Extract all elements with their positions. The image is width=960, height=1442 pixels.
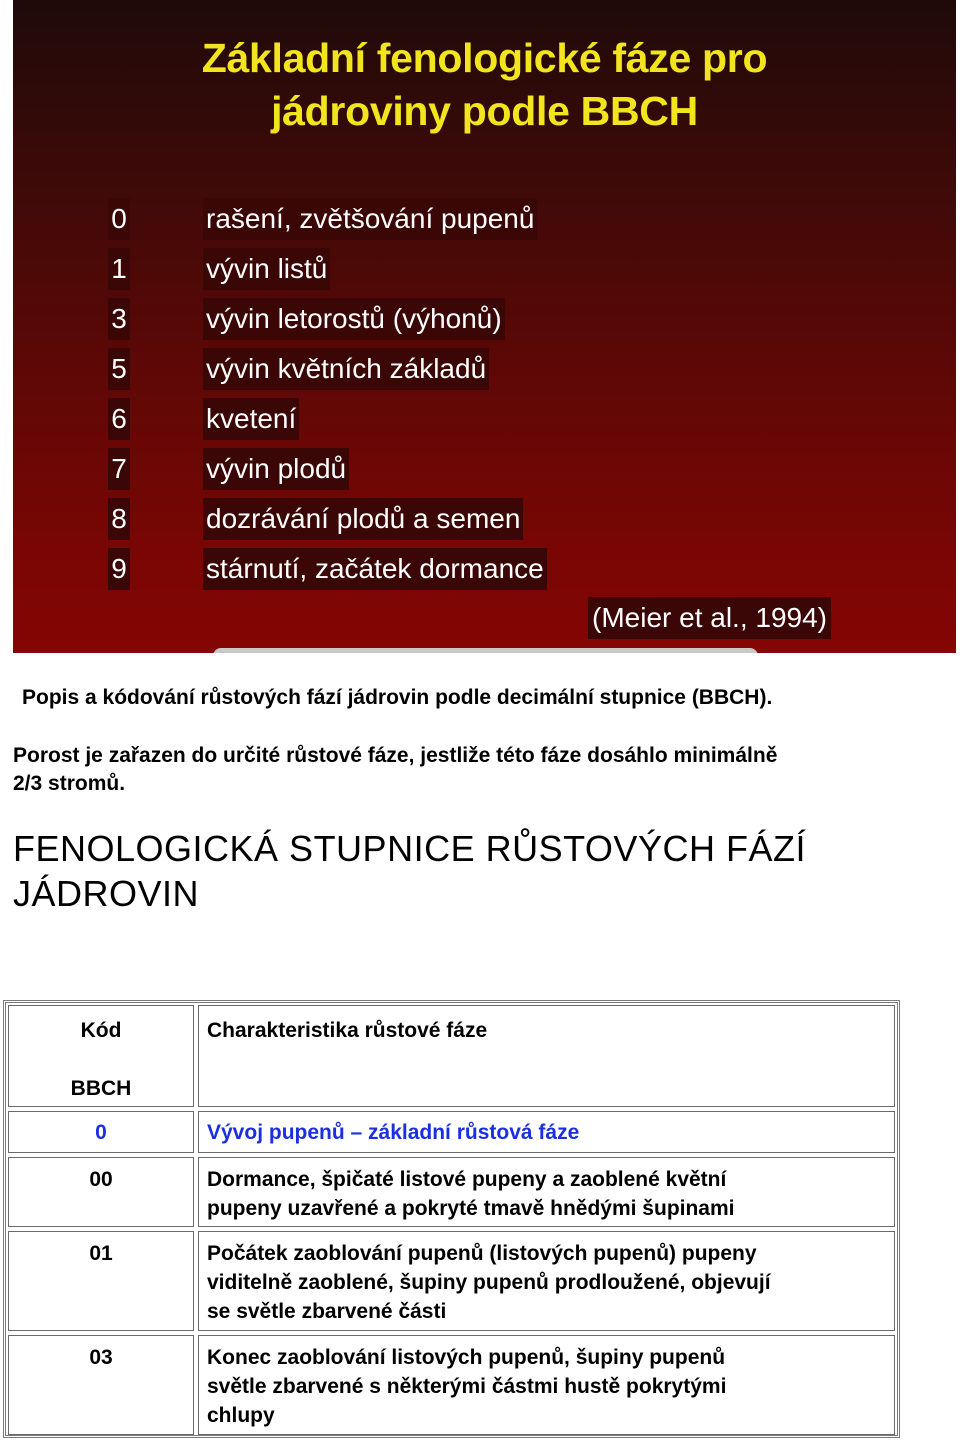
phase-row: [13, 248, 956, 290]
phase-code: 9: [108, 548, 130, 590]
phase-row: [13, 448, 956, 490]
phase-row: [13, 298, 956, 340]
slide-bottom-edge: [213, 648, 758, 653]
phase-code: 8: [108, 498, 130, 540]
phase-label: stárnutí, začátek dormance: [203, 548, 547, 590]
phase-label: vývin listů: [203, 248, 330, 290]
document-heading: [13, 826, 806, 916]
phase-row: [13, 198, 956, 240]
bbch-slide-image: [13, 0, 956, 653]
row-line: viditelně zaoblené, šupiny pupenů prodloužené, objevují: [207, 1271, 771, 1294]
phase-row: [13, 498, 956, 540]
table-row-code: 00: [8, 1157, 194, 1227]
phase-code: 0: [108, 198, 130, 240]
row-line: pupeny uzavřené a pokryté tmavě hnědými šupinami: [207, 1197, 735, 1220]
section-code: 0: [8, 1111, 194, 1153]
bbch-table: [3, 1000, 900, 1438]
phase-code: 7: [108, 448, 130, 490]
slide-citation: (Meier et al., 1994): [588, 597, 831, 639]
intro-line-2: Porost je zařazen do určité růstové fáze, jestliže této fáze dosáhlo minimálně: [13, 744, 778, 767]
header-description-text: Charakteristika růstové fáze: [207, 1019, 488, 1042]
phase-label: vývin květních základů: [203, 348, 489, 390]
table-header-code: [8, 1005, 194, 1107]
document-heading-line1: FENOLOGICKÁ STUPNICE RŮSTOVÝCH FÁZÍ: [13, 828, 806, 869]
slide-title: [13, 32, 956, 138]
table-row-code: 01: [8, 1231, 194, 1331]
row-line: Počátek zaoblování pupenů (listových pupenů) pupeny: [207, 1242, 757, 1265]
table-row-description: [198, 1231, 895, 1331]
phase-code: 5: [108, 348, 130, 390]
phase-row: [13, 548, 956, 590]
intro-line-1: Popis a kódování růstových fází jádrovin podle decimální stupnice (BBCH).: [22, 686, 773, 709]
phase-label: dozrávání plodů a semen: [203, 498, 523, 540]
row-line: Konec zaoblování listových pupenů, šupiny pupenů: [207, 1346, 726, 1369]
section-description: Vývoj pupenů – základní růstová fáze: [198, 1111, 895, 1153]
phase-code: 3: [108, 298, 130, 340]
slide-title-line2: jádroviny podle BBCH: [271, 88, 698, 134]
phase-code: 1: [108, 248, 130, 290]
slide-title-line1: Základní fenologické fáze pro: [201, 35, 768, 81]
table-row-description: [198, 1157, 895, 1227]
phase-label: rašení, zvětšování pupenů: [203, 198, 537, 240]
intro-line-3: 2/3 stromů.: [13, 772, 126, 795]
header-code-line1: Kód: [80, 1019, 122, 1042]
phase-label: kvetení: [203, 398, 299, 440]
table-header-description: [198, 1005, 895, 1107]
phase-label: vývin plodů: [203, 448, 349, 490]
row-line: světle zbarvené s některými částmi hustě pokrytými: [207, 1375, 727, 1398]
phase-row: [13, 398, 956, 440]
phase-row: [13, 348, 956, 390]
phase-code: 6: [108, 398, 130, 440]
row-line: se světle zbarvené části: [207, 1300, 447, 1323]
row-line: Dormance, špičaté listové pupeny a zaoblené květní: [207, 1168, 727, 1191]
phase-label: vývin letorostů (výhonů): [203, 298, 505, 340]
table-row-description: [198, 1335, 895, 1435]
document-heading-line2: JÁDROVIN: [13, 873, 200, 914]
table-row-code: 03: [8, 1335, 194, 1435]
row-line: chlupy: [207, 1404, 275, 1427]
header-code-line2: BBCH: [70, 1077, 132, 1100]
